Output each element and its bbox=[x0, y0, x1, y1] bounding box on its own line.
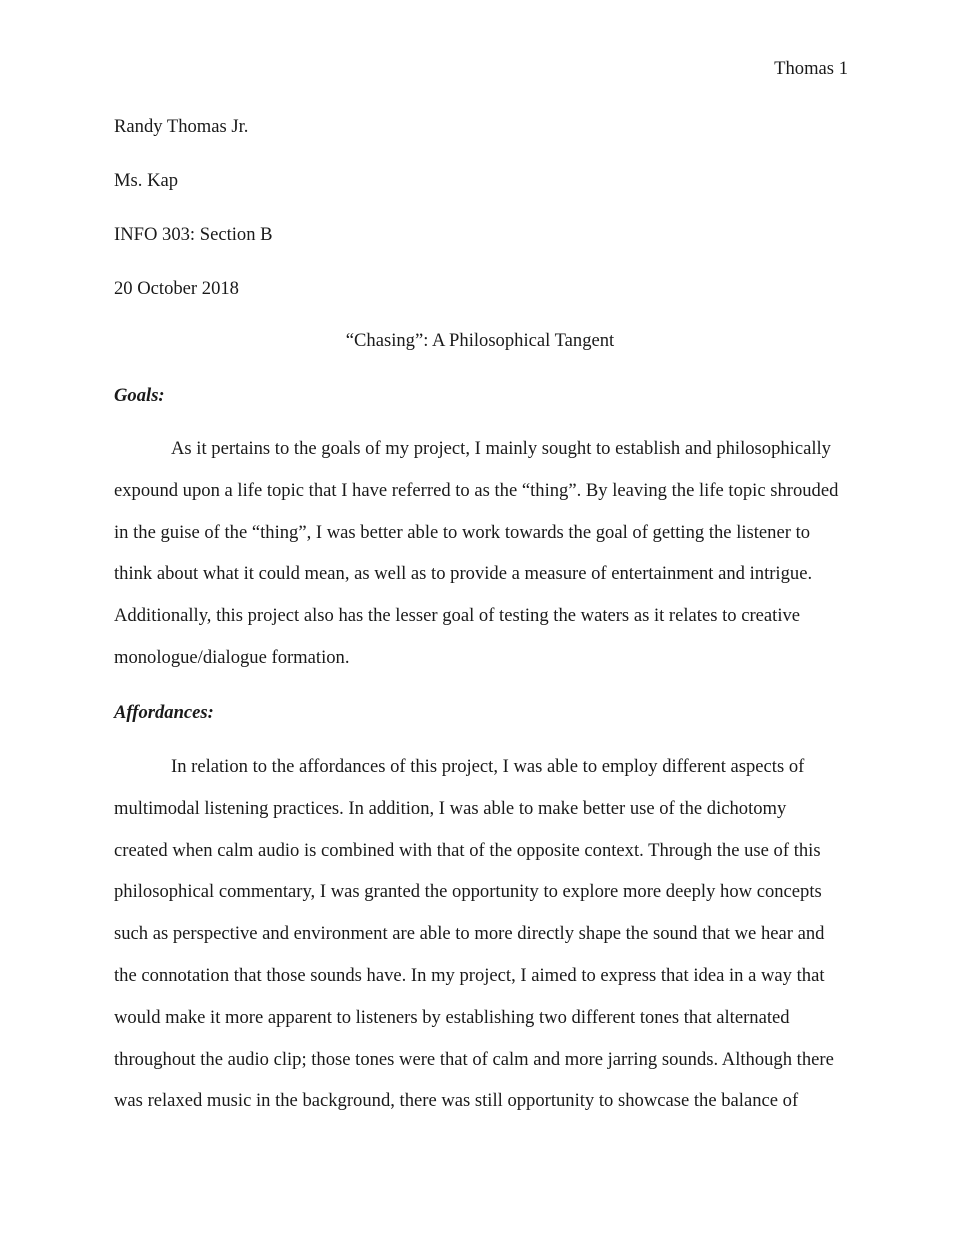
section-heading-affordances: Affordances: bbox=[114, 702, 214, 723]
paragraph-line: monologue/dialogue formation. bbox=[114, 646, 350, 668]
paragraph-line: the connotation that those sounds have. In my project, I aimed to express that idea in a way that bbox=[114, 964, 825, 986]
document-title: “Chasing”: A Philosophical Tangent bbox=[345, 330, 615, 351]
paragraph-line: throughout the audio clip; those tones were that of calm and more jarring sounds. Although there bbox=[114, 1048, 834, 1070]
paragraph-line: such as perspective and environment are able to more directly shape the sound that we hear and bbox=[114, 923, 825, 945]
instructor-name: Ms. Kap bbox=[114, 170, 179, 191]
section-heading-goals: Goals: bbox=[114, 385, 165, 406]
running-head-page-number: Thomas 1 bbox=[774, 58, 848, 79]
paragraph-goals bbox=[114, 438, 854, 689]
paragraph-line: think about what it could mean, as well as to provide a measure of entertainment and intrigue. bbox=[114, 563, 813, 585]
course-name: INFO 303: Section B bbox=[114, 224, 273, 245]
paragraph-line: was relaxed music in the background, there was still opportunity to showcase the balance of bbox=[114, 1090, 799, 1112]
paragraph-line: would make it more apparent to listeners by establishing two different tones that alternated bbox=[114, 1006, 790, 1028]
paragraph-line: As it pertains to the goals of my project, I mainly sought to establish and philosophically bbox=[171, 438, 831, 459]
paragraph-line: philosophical commentary, I was granted the opportunity to explore more deeply how concepts bbox=[114, 881, 822, 903]
paragraph-line: Additionally, this project also has the lesser goal of testing the waters as it relates to creative bbox=[114, 605, 801, 627]
paragraph-line: In relation to the affordances of this project, I was able to employ different aspects of bbox=[171, 756, 805, 777]
paragraph-line: expound upon a life topic that I have referred to as the “thing”. By leaving the life topic shrouded bbox=[114, 479, 839, 501]
paragraph-affordances bbox=[114, 756, 854, 1132]
document-date: 20 October 2018 bbox=[114, 278, 239, 299]
paragraph-line: created when calm audio is combined with that of the opposite context. Through the use of this bbox=[114, 839, 821, 861]
mla-heading-block bbox=[114, 116, 854, 332]
paragraph-line: in the guise of the “thing”, I was better able to work towards the goal of getting the listener to bbox=[114, 521, 811, 543]
paragraph-line: multimodal listening practices. In addition, I was able to make better use of the dichotomy bbox=[114, 797, 787, 819]
author-name: Randy Thomas Jr. bbox=[114, 116, 249, 137]
